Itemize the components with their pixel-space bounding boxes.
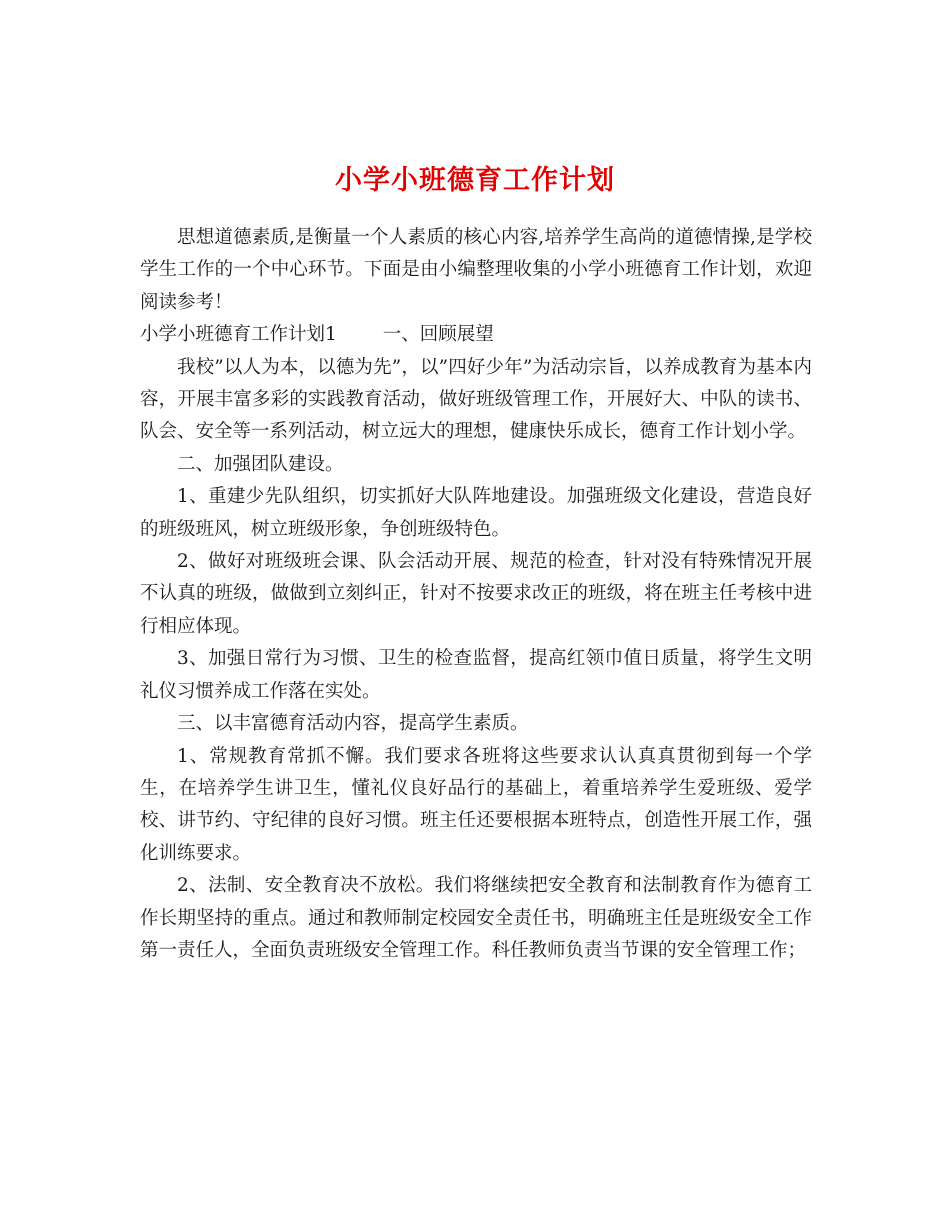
section-3-item-1: 1、常规教育常抓不懈。我们要求各班将这些要求认认真真贯彻到每一个学生，在培养学生讲卫生，懂礼仪良好品行的基础上，着重培养学生爱班级、爱学校、讲节约、守纪律的良好习惯。班主任还要根据本班特点，创造性开展工作，强化训练要求。	[140, 745, 812, 864]
intro-paragraph: 思想道德素质,是衡量一个人素质的核心内容,培养学生高尚的道德情操,是学校学生工作的一个中心环节。下面是由小编整理收集的小学小班德育工作计划，欢迎阅读参考！	[140, 227, 812, 313]
document-body	[140, 222, 812, 967]
section-2-heading: 二、加强团队建设。	[177, 453, 344, 475]
section-2-item-2: 2、做好对班级班会课、队会活动开展、规范的检查，针对没有特殊情况开展不认真的班级，做做到立刻纠正，针对不按要求改正的班级，将在班主任考核中进行相应体现。	[140, 551, 812, 637]
section-3-item-2: 2、法制、安全教育决不放松。我们将继续把安全教育和法制教育作为德育工作长期坚持的重点。通过和教师制定校园安全责任书，明确班主任是班级安全工作第一责任人，全面负责班级安全管理工作。科任教师负责当节课的安全管理工作；	[140, 875, 812, 961]
document-title: 小学小班德育工作计划	[335, 165, 615, 197]
section-2-item-1: 1、重建少先队组织，切实抓好大队阵地建设。加强班级文化建设，营造良好的班级班风，树立班级形象，争创班级特色。	[140, 486, 812, 540]
section-2-item-3: 3、加强日常行为习惯、卫生的检查监督，提高红领巾值日质量，将学生文明礼仪习惯养成工作落在实处。	[140, 648, 812, 702]
plan-heading-line	[140, 319, 812, 351]
section-3-heading: 三、以丰富德育活动内容，提高学生素质。	[177, 713, 529, 735]
plan-label: 小学小班德育工作计划1	[140, 324, 337, 346]
section-1-heading: 一、回顾展望	[382, 324, 494, 346]
paragraph-school-motto: 我校”以人为本，以德为先”，以”四好少年”为活动宗旨，以养成教育为基本内容，开展丰富多彩的实践教育活动，做好班级管理工作，开展好大、中队的读书、队会、安全等一系列活动，树立远大的理想，健康快乐成长，德育工作计划小学。	[140, 356, 812, 443]
